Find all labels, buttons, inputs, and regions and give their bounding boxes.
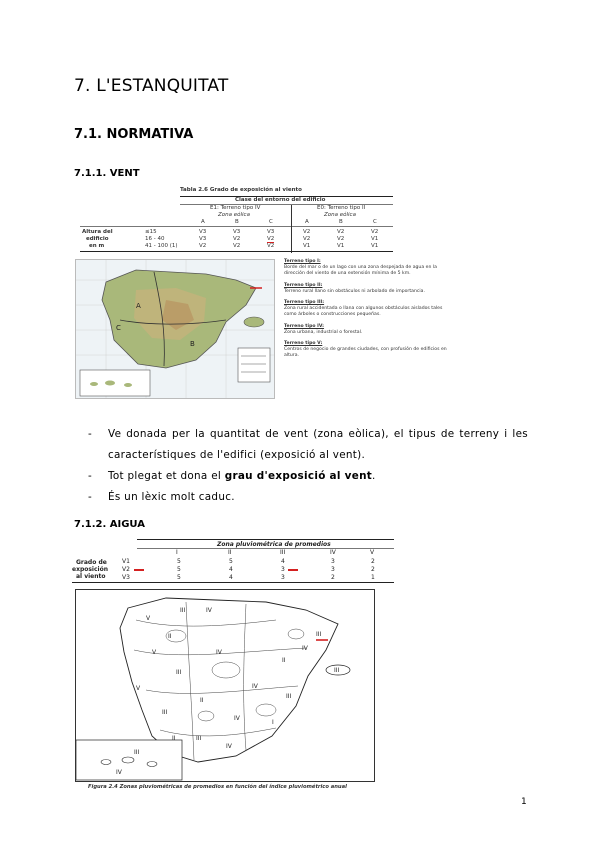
zone-label: III [286,693,292,700]
table-cell: V1 [337,243,345,249]
wind-zone-map [75,259,275,399]
table-group-header: Clase del entorno del edificio [235,197,326,203]
table-cell: V2 [371,229,379,235]
table-cell: V3 [199,229,207,235]
table-cell: 5 [177,574,181,581]
zone-label: I [272,719,274,726]
table-cell: V1 [371,243,379,249]
row-header: Altura del [82,229,113,235]
highlight-mark [288,569,298,571]
table-header: Zona pluviométrica de promedios [217,541,331,548]
col-ii: II [228,549,232,556]
zone-label: V [136,685,141,692]
col-i: I [176,549,178,556]
table-header-e0: E0: Terreno tipo II [317,205,366,211]
table-header-e1: E1: Terreno tipo IV [210,205,261,211]
highlight-mark [134,569,144,571]
bullet-item: - És un lèxic molt caduc. [88,487,528,508]
zone-label-b: B [190,340,195,348]
zone-label: IV [116,769,122,776]
page-title: 7. L'ESTANQUITAT [74,76,229,96]
table-cell: 4 [281,558,285,565]
row-label: 41 - 100 (1) [145,243,178,249]
zone-label: III [180,607,186,614]
zone-label-a: A [136,302,141,310]
table-cell: V3 [199,236,207,242]
zone-label: IV [302,645,308,652]
row-header: Grado de [76,559,107,566]
zone-label: III [316,631,322,638]
row-header: edificio [86,236,109,242]
table-cell: 4 [229,566,233,573]
terrain-legend [284,259,449,364]
table-cell-highlighted: 3 [281,566,285,573]
zone-label-c: C [116,324,121,332]
col-b: B [235,219,239,225]
zone-label: III [134,749,140,756]
table-cell: V2 [337,236,345,242]
zone-label: III [196,735,202,742]
rain-zone-map [75,589,375,782]
row-label: ≤15 [145,229,157,235]
row-label: V2 [122,566,130,573]
zone-label: II [282,657,286,664]
bullet-list [88,424,528,508]
zone-label: III [334,667,340,674]
section-heading: 7.1. NORMATIVA [74,127,194,142]
table-cell: 2 [331,574,335,581]
table-cell: V2 [303,229,311,235]
table-cell: V2 [199,243,207,249]
bullet-item: - Ve donada per la quantitat de vent (zona eòlica), el tipus de terreny i les característiques de l'edifici (exposició al vent). [88,424,528,466]
table-cell: 5 [177,566,181,573]
table-cell: 3 [281,574,285,581]
wind-exposure-table [80,187,396,255]
table-cell: V1 [303,243,311,249]
row-label: V1 [122,558,130,565]
subsection-heading-aigua: 7.1.2. AIGUA [74,519,145,530]
zone-label: II [200,697,204,704]
row-label: 16 - 40 [145,236,165,242]
table-cell: 3 [331,566,335,573]
table-cell-highlighted: V2 [267,236,275,242]
row-header: exposición [72,566,108,573]
table-cell: V2 [233,236,241,242]
zone-label: V [152,649,157,656]
col-v: V [370,549,375,556]
col-a: A [201,219,205,225]
legend-item: Terreno tipo I: Borde del mar o de un lago con una zona despejada de agua en la dirección del viento de una extensión mínima de 5 km. [284,259,437,277]
table-cell: 5 [177,558,181,565]
col-b: B [339,219,343,225]
table-cell: V3 [233,229,241,235]
table-cell: V1 [371,236,379,242]
col-c: C [269,219,273,225]
table-cell: 2 [371,558,375,565]
zone-label: II [168,633,172,640]
table-cell: 5 [229,558,233,565]
col-a: A [305,219,309,225]
legend-item: Terreno tipo III: Zona rural accidentada o llana con algunos obstáculos aislados tales como árboles o construcciones pequeñas. [284,299,443,318]
col-iii: III [280,549,286,556]
table-cell: 2 [371,566,375,573]
table-cell: 4 [229,574,233,581]
table-cell: V2 [303,236,311,242]
zone-label: V [146,615,151,622]
table-cell: 1 [371,574,375,581]
table-caption: Tabla 2.6 Grado de exposición al viento [180,187,302,193]
table-cell: V2 [337,229,345,235]
row-header: en m [89,243,105,249]
zone-label: III [162,709,168,716]
row-label: V3 [122,574,130,581]
table-zona-e0: Zona eólica [324,212,356,218]
legend-item: Terreno tipo II: Terreno rural llano sin obstáculos ni arbolado de importancia. [284,282,425,294]
wind-zone-map-graphic [76,260,274,398]
zone-label: IV [216,649,222,656]
table-cell: V3 [267,229,275,235]
table-cell: V2 [267,243,275,249]
zone-label: III [176,669,182,676]
legend-item: Terreno tipo IV: Zona urbana, industrial o forestal. [284,323,363,335]
table-zona-e1: Zona eólica [218,212,250,218]
zone-label: IV [234,715,240,722]
zone-label: IV [206,607,212,614]
col-iv: IV [330,549,336,556]
zone-label: IV [252,683,258,690]
table-cell: V2 [233,243,241,249]
subsection-heading-vent: 7.1.1. VENT [74,168,140,179]
legend-item: Terreno tipo V: Centros de negocio de grandes ciudades, con profusión de edificios en altura. [284,340,447,359]
figure-caption: Figura 2.4 Zonas pluviométricas de promedios en función del índice pluviométrico anual [88,784,347,790]
rain-zone-map-graphic [76,590,374,781]
table-cell: 3 [331,558,335,565]
zone-label: IV [226,743,232,750]
rain-exposure-table [72,539,394,584]
zone-label: II [172,735,176,742]
col-c: C [373,219,377,225]
page-number: 1 [521,797,527,807]
row-header: al viento [76,573,106,580]
bullet-item: - Tot plegat et dona el grau d'exposició al vent. [88,466,528,487]
